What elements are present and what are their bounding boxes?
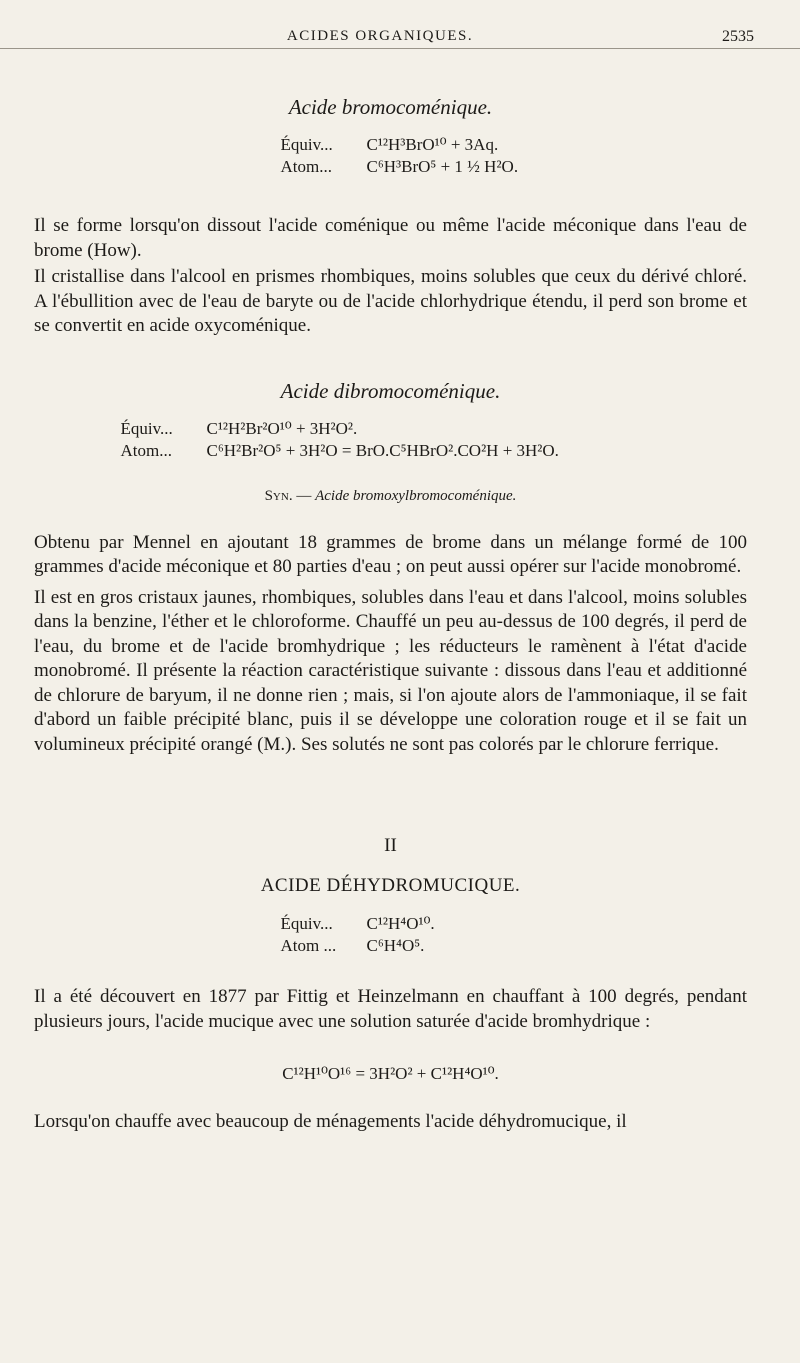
syn-text: Acide bromoxylbromocoménique.	[315, 487, 517, 504]
heading-bromocomenique: Acide bromocoménique.	[288, 95, 493, 119]
atom-formula: C⁶H²Br²O⁵ + 3H²O = BrO.C⁵HBrO².CO²H + 3H²O.	[206, 440, 559, 460]
atom-label: Atom...	[280, 157, 332, 176]
equiv-formula: C¹²H³BrO¹⁰ + 3Aq.	[366, 135, 499, 154]
syn-dash: —	[296, 487, 312, 504]
formula-block-2	[101, 418, 681, 462]
equiv-label: Équiv...	[120, 418, 173, 438]
page-number: 2535	[722, 28, 754, 45]
syn-label: Syn.	[264, 487, 293, 504]
equation: C¹²H¹⁰O¹⁶ = 3H²O² + C¹²H⁴O¹⁰.	[282, 1064, 499, 1083]
equiv-formula: C¹²H²Br²O¹⁰ + 3H²O².	[206, 418, 358, 438]
equiv-label: Équiv...	[280, 135, 333, 154]
paragraph: Il est en gros cristaux jaunes, rhombiques, solubles dans l'eau et dans l'alcool, moins solubles dans la benzine, l'éther et le chloroforme. Chauffé un peu au-dessus de 100 degrés, il perd de l'eau, du brome et de l'acide bromhydrique ; les réducteurs le ramènent à l'état d'acide monobromé. Il présente la réaction caractéristique suivante : dissous dans l'eau et additionné de chlorure de baryum, il ne donne rien ; mais, si l'on ajoute alors de l'ammoniaque, il se fait d'abord un faible précipité blanc, puis il se développe une coloration rouge et il se fait un volumineux précipité orangé (M.). Ses solutés ne sont pas colorés par le chlorure ferrique.	[34, 586, 747, 755]
page-content	[34, 55, 747, 1135]
formula-block-3	[271, 913, 511, 957]
paragraph: Il se forme lorsqu'on dissout l'acide coménique ou même l'acide méconique dans l'eau de brome (How).	[34, 215, 747, 261]
atom-formula: C⁶H³BrO⁵ + 1 ½ H²O.	[366, 157, 519, 176]
atom-label: Atom ...	[280, 936, 337, 955]
running-header	[0, 26, 800, 49]
atom-label: Atom...	[120, 440, 172, 460]
atom-formula: C⁶H⁴O⁵.	[366, 936, 425, 955]
formula-block-1	[211, 134, 571, 178]
paragraph: Il a été découvert en 1877 par Fittig et Heinzelmann en chauffant à 100 degrés, pendant plusieurs jours, l'acide mucique avec une solution saturée d'acide bromhydrique :	[34, 986, 747, 1032]
paragraph: Obtenu par Mennel en ajoutant 18 grammes de brome dans un mélange formé de 100 grammes d'acide méconique et 80 parties d'eau ; on peut aussi opérer sur l'acide monobromé.	[34, 531, 747, 577]
section-title: ACIDE DÉHYDROMUCIQUE.	[260, 875, 521, 896]
synonym-line	[34, 488, 747, 505]
equiv-formula: C¹²H⁴O¹⁰.	[366, 914, 435, 933]
paragraph: Il cristallise dans l'alcool en prismes rhombiques, moins solubles que ceux du dérivé chloré. A l'ébullition avec de l'eau de baryte ou de l'acide chlorhydrique étendu, il perd son brome et se convertit en acide oxycoménique.	[34, 266, 747, 336]
section-number: II	[384, 835, 397, 856]
paragraph: Lorsqu'on chauffe avec beaucoup de ménagements l'acide déhydromucique, il	[34, 1111, 627, 1132]
running-title: ACIDES ORGANIQUES.	[286, 28, 474, 44]
equiv-label: Équiv...	[280, 914, 333, 933]
heading-dibromocomenique: Acide dibromocoménique.	[280, 378, 501, 403]
